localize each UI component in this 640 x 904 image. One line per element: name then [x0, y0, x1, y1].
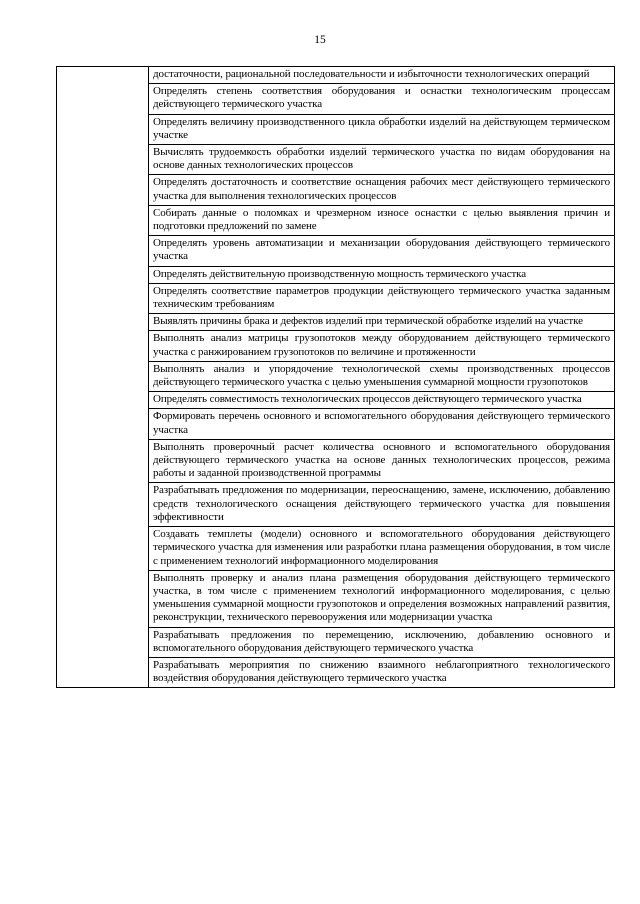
skill-text-cell: Выполнять анализ матрицы грузопотоков между оборудованием действующего термического участка с ранжированием грузопотоков по величине и протяженности [149, 331, 615, 361]
left-column-cell [57, 67, 149, 688]
skill-text-cell: достаточности, рациональной последовательности и избыточности технологических операций [149, 67, 615, 84]
skill-text-cell: Выполнять анализ и упорядочение технологической схемы производственных процессов действующего термического участка с целью уменьшения суммарной мощности грузопотоков [149, 361, 615, 391]
skill-text-cell: Вычислять трудоемкость обработки изделий термического участка по видам оборудования на основе данных технологических процессов [149, 145, 615, 175]
skill-text-cell: Разрабатывать мероприятия по снижению взаимного неблагоприятного технологического воздействия оборудования действующего термического участка [149, 657, 615, 687]
skills-table [56, 66, 615, 688]
skills-table-body [57, 67, 615, 688]
skill-text-cell: Разрабатывать предложения по перемещению, исключению, добавлению основного и вспомогательного оборудования действующего термического участка [149, 627, 615, 657]
skill-text-cell: Определять действительную производственную мощность термического участка [149, 266, 615, 283]
skill-text-cell: Определять величину производственного цикла обработки изделий на действующем термическом участке [149, 114, 615, 144]
skill-text-cell: Собирать данные о поломках и чрезмерном износе оснастки с целью выявления причин и подготовки предложений по замене [149, 205, 615, 235]
skill-text-cell: Разрабатывать предложения по модернизации, переоснащению, замене, исключению, добавлению средств технологического оснащения действующего термического участка для повышения эффективности [149, 483, 615, 527]
skill-text-cell: Определять достаточность и соответствие оснащения рабочих мест действующего термического участка для выполнения технологических процессов [149, 175, 615, 205]
skill-text-cell: Формировать перечень основного и вспомогательного оборудования действующего термического участка [149, 409, 615, 439]
page-number: 15 [314, 34, 326, 46]
table-row [57, 67, 615, 84]
skill-text-cell: Определять уровень автоматизации и механизации оборудования действующего термического участка [149, 236, 615, 266]
skill-text-cell: Определять соответствие параметров продукции действующего термического участка заданным техническим требованиям [149, 283, 615, 313]
skill-text-cell: Выявлять причины брака и дефектов изделий при термической обработке изделий на участке [149, 314, 615, 331]
skill-text-cell: Определять степень соответствия оборудования и оснастки технологическим процессам действующего термического участка [149, 84, 615, 114]
skill-text-cell: Выполнять проверочный расчет количества основного и вспомогательного оборудования действующего термического участка на основе данных технологических процессов, режима работы и заданной производственной программы [149, 439, 615, 483]
skill-text-cell: Выполнять проверку и анализ плана размещения оборудования действующего термического участка, в том числе с применением технологий информационного моделирования, с целью уменьшения суммарной мощности грузопотоков и определения возможных направлений развития, реконструкции, технического перевооружения или модернизации участка [149, 570, 615, 627]
skill-text-cell: Определять совместимость технологических процессов действующего термического участка [149, 392, 615, 409]
skills-table-wrapper [56, 66, 615, 688]
skill-text-cell: Создавать темплеты (модели) основного и вспомогательного оборудования действующего термического участка для изменения или разработки плана размещения оборудования, в том числе с применением технологий информационного моделирования [149, 527, 615, 571]
